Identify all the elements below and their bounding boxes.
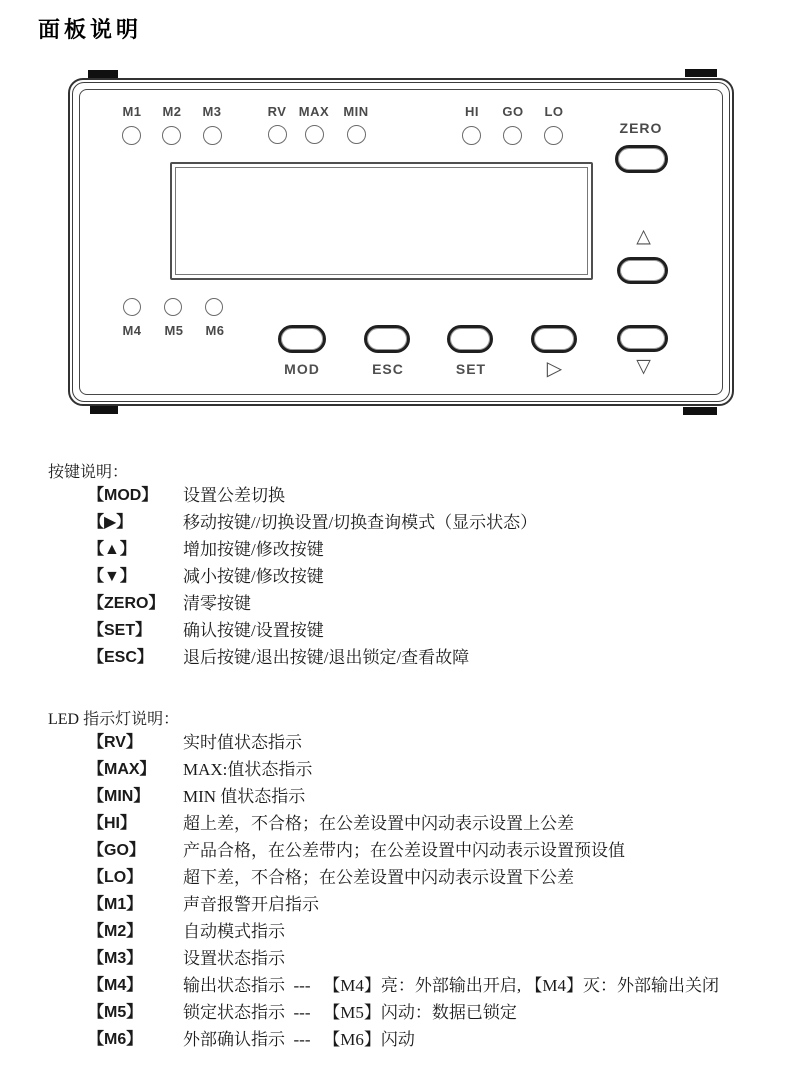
led-hi-indicator [462, 126, 481, 145]
page-title: 面板说明 [38, 17, 143, 42]
led-m2-label: M2 [162, 104, 182, 119]
led-name: 【M5】 [88, 1004, 143, 1021]
set-button-label: SET [455, 361, 487, 377]
down-button [617, 325, 668, 352]
led-min-indicator [347, 125, 366, 144]
led-desc: MIN 值状态指示 [183, 787, 306, 806]
led-name: 【GO】 [88, 842, 145, 859]
right-arrow-icon: ▷ [546, 358, 563, 380]
led-max-indicator [305, 125, 324, 144]
set-button [447, 325, 493, 353]
led-name: 【LO】 [88, 869, 143, 886]
led-section-list [88, 729, 784, 1053]
mod-button [278, 325, 326, 353]
led-desc: MAX:值状态指示 [183, 760, 313, 779]
key-desc: 确认按键/设置按键 [183, 621, 324, 640]
key-desc: 减小按键/修改按键 [183, 567, 324, 586]
key-desc: 移动按键//切换设置/切换查询模式（显示状态） [183, 513, 538, 532]
led-go-label: GO [502, 104, 524, 119]
led-desc: 锁定状态指示 --- 【M5】闪动：数据已锁定 [183, 1003, 517, 1022]
key-name: 【▼】 [88, 568, 136, 585]
led-name: 【M2】 [88, 923, 143, 940]
zero-button [615, 145, 668, 173]
keys-section-heading: 按键说明： [48, 464, 129, 481]
led-item [88, 864, 784, 891]
led-m6-label: M6 [205, 323, 225, 338]
led-item [88, 918, 784, 945]
led-m3-indicator [203, 126, 222, 145]
up-arrow-icon: △ [636, 226, 651, 247]
mod-button-label: MOD [284, 361, 320, 377]
led-desc: 超上差，不合格；在公差设置中闪动表示设置上公差 [183, 814, 574, 833]
led-m4-label: M4 [122, 323, 142, 338]
led-m6-indicator [205, 298, 223, 316]
led-m1-indicator [122, 126, 141, 145]
led-name: 【M1】 [88, 896, 143, 913]
led-m1-label: M1 [122, 104, 142, 119]
led-m4-indicator [123, 298, 141, 316]
mount-tab-bottom-right [683, 407, 717, 415]
key-name: 【ESC】 [88, 649, 153, 666]
mount-tab-bottom-left [90, 406, 118, 414]
led-item [88, 837, 784, 864]
key-item [88, 590, 784, 617]
led-desc: 输出状态指示 --- 【M4】亮：外部输出开启, 【M4】灭：外部输出关闭 [183, 976, 719, 995]
led-name: 【HI】 [88, 815, 137, 832]
display-screen-inner-line [175, 167, 588, 275]
led-desc: 自动模式指示 [183, 922, 285, 941]
led-m3-label: M3 [202, 104, 222, 119]
led-max-label: MAX [298, 104, 330, 119]
led-lo-indicator [544, 126, 563, 145]
led-item [88, 945, 784, 972]
led-item [88, 999, 784, 1026]
key-name: 【MOD】 [88, 487, 158, 504]
led-name: 【RV】 [88, 734, 142, 751]
keys-section-list [88, 482, 784, 671]
key-item [88, 563, 784, 590]
key-item [88, 536, 784, 563]
esc-button [364, 325, 410, 353]
led-m5-label: M5 [164, 323, 184, 338]
key-item [88, 482, 784, 509]
led-name: 【M6】 [88, 1031, 143, 1048]
led-go-indicator [503, 126, 522, 145]
led-item [88, 729, 784, 756]
key-desc: 退后按键/退出按键/退出锁定/查看故障 [183, 648, 470, 667]
key-item [88, 617, 784, 644]
led-m5-indicator [164, 298, 182, 316]
led-min-label: MIN [343, 104, 369, 119]
key-name: 【SET】 [88, 622, 152, 639]
led-hi-label: HI [465, 104, 479, 119]
led-item [88, 810, 784, 837]
key-item [88, 644, 784, 671]
led-desc: 设置状态指示 [183, 949, 285, 968]
led-name: 【M4】 [88, 977, 143, 994]
led-section-heading: LED 指示灯说明： [48, 711, 180, 728]
led-item [88, 756, 784, 783]
led-item [88, 1026, 784, 1053]
led-item [88, 783, 784, 810]
led-item [88, 972, 784, 999]
key-name: 【▶】 [88, 514, 133, 531]
key-desc: 设置公差切换 [183, 486, 285, 505]
key-name: 【▲】 [88, 541, 136, 558]
right-button [531, 325, 577, 353]
led-rv-indicator [268, 125, 287, 144]
led-name: 【M3】 [88, 950, 143, 967]
led-m2-indicator [162, 126, 181, 145]
led-desc: 超下差，不合格；在公差设置中闪动表示设置下公差 [183, 868, 574, 887]
led-rv-label: RV [267, 104, 287, 119]
led-desc: 实时值状态指示 [183, 733, 302, 752]
up-button [617, 257, 668, 284]
led-desc: 外部确认指示 --- 【M6】闪动 [183, 1030, 415, 1049]
key-desc: 增加按键/修改按键 [183, 540, 324, 559]
led-desc: 产品合格，在公差带内；在公差设置中闪动表示设置预设值 [183, 841, 625, 860]
esc-button-label: ESC [372, 361, 404, 377]
led-name: 【MAX】 [88, 761, 156, 778]
mount-tab-top-left [88, 70, 118, 78]
led-desc: 声音报警开启指示 [183, 895, 319, 914]
led-item [88, 891, 784, 918]
key-item [88, 509, 784, 536]
led-name: 【MIN】 [88, 788, 150, 805]
key-name: 【ZERO】 [88, 595, 165, 612]
zero-button-label: ZERO [619, 120, 663, 136]
down-arrow-icon: ▽ [636, 356, 651, 377]
mount-tab-top-right [685, 69, 717, 77]
led-lo-label: LO [544, 104, 564, 119]
key-desc: 清零按键 [183, 594, 251, 613]
